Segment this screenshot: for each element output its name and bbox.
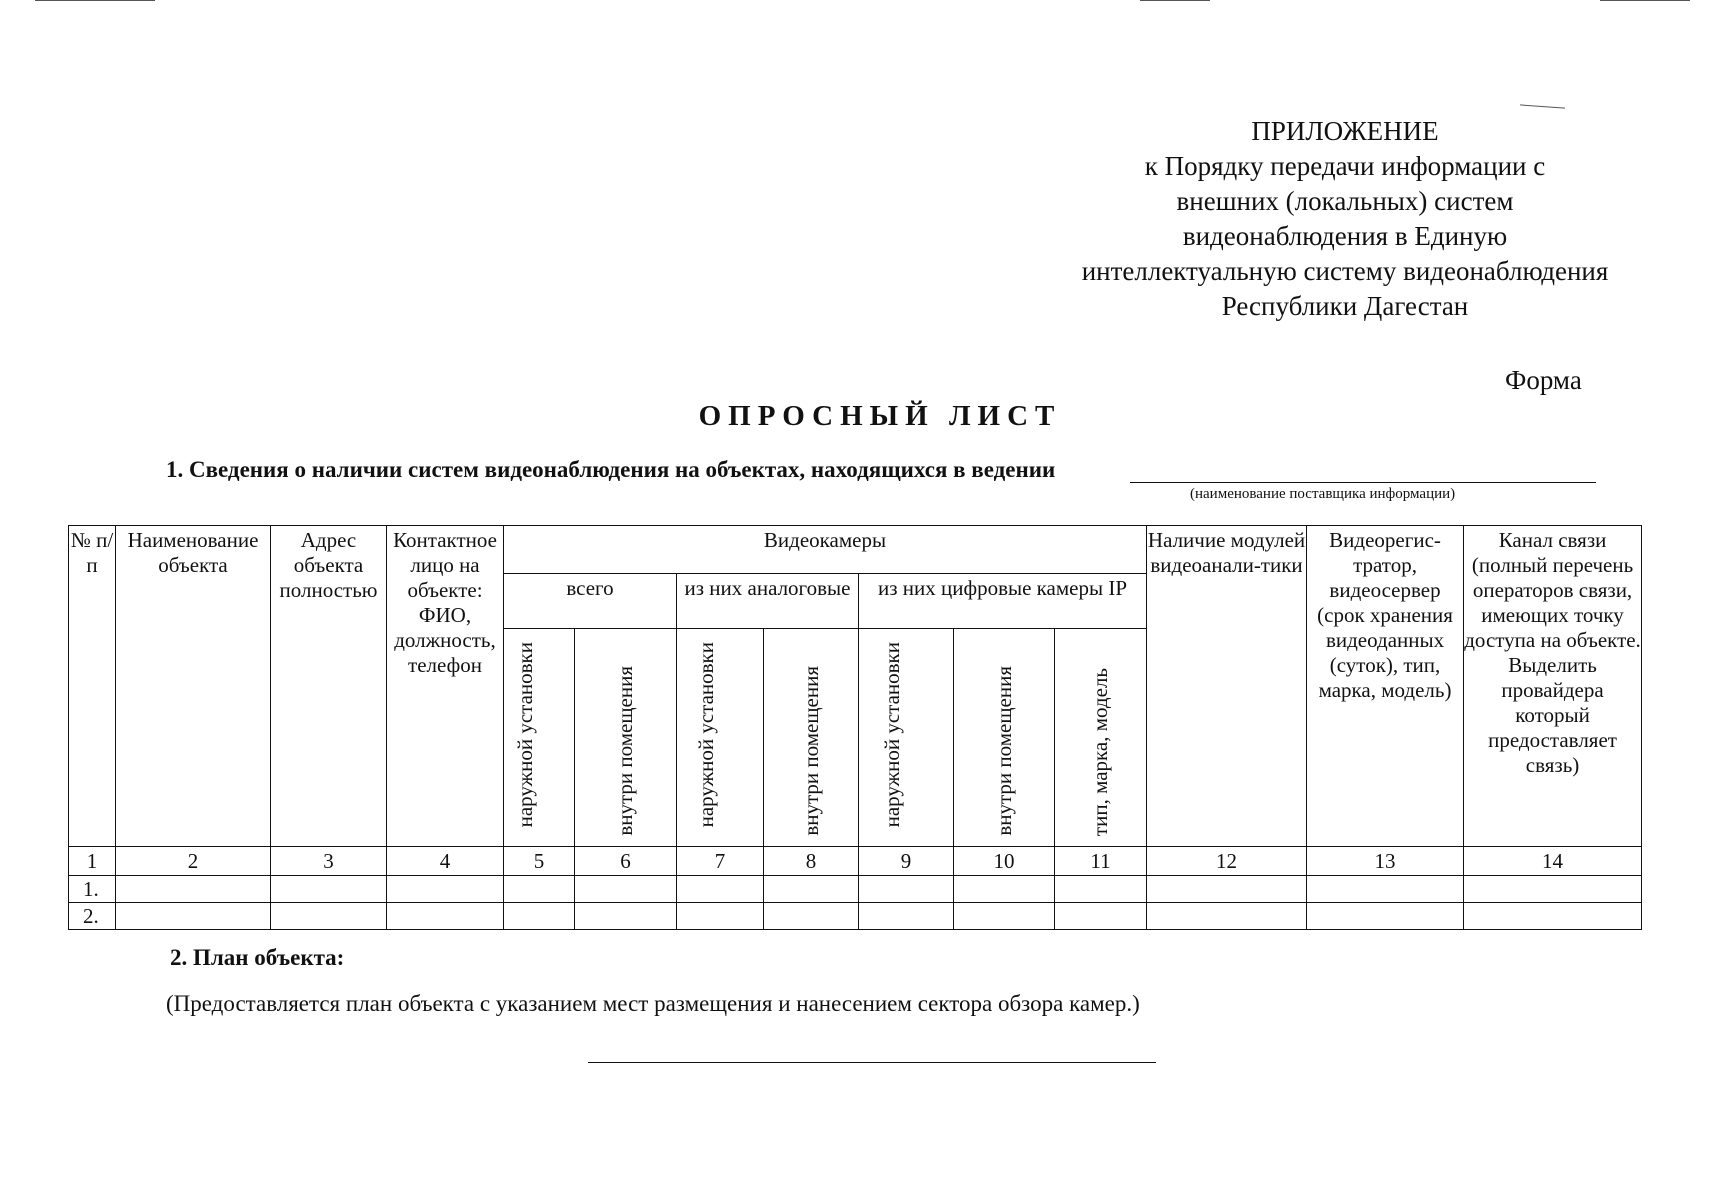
table-cell[interactable] <box>116 876 271 903</box>
column-number: 1 <box>69 847 116 876</box>
appendix-line: интеллектуальную систему видеонаблюдения <box>1081 256 1609 286</box>
row-number: 1. <box>69 876 116 903</box>
subheader-indoor: внутри помещения <box>991 666 1016 836</box>
col-header-cameras: Видеокамеры <box>504 526 1147 574</box>
table-cell[interactable] <box>271 876 387 903</box>
section1-heading: 1. Сведения о наличии систем видеонаблюдения на объектах, находящихся в ведении <box>166 457 1056 482</box>
table-cell[interactable] <box>1307 903 1464 930</box>
table-cell[interactable] <box>677 876 764 903</box>
section2-heading: 2. План объекта: <box>170 945 345 970</box>
scan-mark <box>35 0 155 1</box>
scan-mark <box>1600 0 1690 1</box>
table-cell[interactable] <box>954 903 1055 930</box>
table-cell[interactable] <box>1147 876 1307 903</box>
table-cell[interactable] <box>575 903 677 930</box>
subheader-cell <box>677 629 764 847</box>
group-header-analog: из них аналоговые <box>677 574 859 629</box>
subheader-outdoor: наружной установки <box>694 641 718 828</box>
subheader-cell <box>954 629 1055 847</box>
table-row <box>69 876 1642 903</box>
table-cell[interactable] <box>1307 876 1464 903</box>
table-cell[interactable] <box>387 876 504 903</box>
section2-note: (Предоставляется план объекта с указанием мест размещения и нанесением сектора обзора камер.) <box>166 991 1140 1016</box>
column-number: 4 <box>387 847 504 876</box>
appendix-line: Республики Дагестан <box>1221 291 1469 321</box>
table-cell[interactable] <box>504 876 575 903</box>
column-number: 8 <box>764 847 859 876</box>
table-cell[interactable] <box>1055 903 1147 930</box>
table-cell[interactable] <box>504 903 575 930</box>
provider-name-hint: (наименование поставщика информации) <box>1190 486 1456 502</box>
row-number: 2. <box>69 903 116 930</box>
column-number: 10 <box>954 847 1055 876</box>
appendix-line: ПРИЛОЖЕНИЕ <box>1251 116 1439 146</box>
column-number: 14 <box>1464 847 1642 876</box>
column-number: 5 <box>504 847 575 876</box>
subheader-indoor: внутри помещения <box>798 666 823 836</box>
table-cell[interactable] <box>1464 876 1642 903</box>
table-cell[interactable] <box>1147 903 1307 930</box>
group-header-ip: из них цифровые камеры IP <box>859 574 1147 629</box>
appendix-line: видеонаблюдения в Единую <box>1182 221 1508 251</box>
document-title: ОПРОСНЫЙ ЛИСТ <box>698 400 1062 432</box>
subheader-indoor: внутри помещения <box>613 666 637 836</box>
table-cell[interactable] <box>575 876 677 903</box>
table-cell[interactable] <box>954 876 1055 903</box>
column-number: 6 <box>575 847 677 876</box>
subheader-cell <box>1055 629 1147 847</box>
table-cell[interactable] <box>764 903 859 930</box>
column-number: 11 <box>1055 847 1147 876</box>
column-number: 7 <box>677 847 764 876</box>
table-cell[interactable] <box>1464 903 1642 930</box>
column-number: 9 <box>859 847 954 876</box>
appendix-line: внешних (локальных) систем <box>1176 186 1514 216</box>
table-cell[interactable] <box>271 903 387 930</box>
appendix-block <box>1040 114 1650 324</box>
subheader-cell <box>575 629 677 847</box>
scan-mark <box>1520 104 1565 108</box>
group-header-total: всего <box>504 574 677 629</box>
table-cell[interactable] <box>859 876 954 903</box>
table-cell[interactable] <box>859 903 954 930</box>
column-number: 12 <box>1147 847 1307 876</box>
column-number: 13 <box>1307 847 1464 876</box>
column-number: 2 <box>116 847 271 876</box>
subheader-cell <box>859 629 954 847</box>
scan-mark <box>1140 0 1210 1</box>
table-row <box>69 903 1642 930</box>
subheader-outdoor: наружной установки <box>513 641 537 828</box>
subheader-cell <box>764 629 859 847</box>
subheader-type-model: тип, марка, модель <box>1088 667 1113 836</box>
col-header-address: Адрес объекта полностью <box>271 526 387 847</box>
closing-line <box>588 1062 1156 1063</box>
subheader-cell <box>504 629 575 847</box>
subheader-outdoor: наружной установки <box>880 641 904 828</box>
table-cell[interactable] <box>387 903 504 930</box>
col-header-recorder: Видеорегис-тратор, видеосервер (срок хранения видеоданных (суток), тип, марка, модель) <box>1307 526 1464 847</box>
survey-table <box>68 525 1642 930</box>
table-cell[interactable] <box>116 903 271 930</box>
form-label: Форма <box>1505 365 1582 395</box>
provider-name-field[interactable] <box>1130 482 1596 483</box>
appendix-line: к Порядку передачи информации с <box>1144 151 1546 181</box>
col-header-channel: Канал связи (полный перечень операторов связи, имеющих точку доступа на объекте. Выделить провайдера который предоставляет связь) <box>1464 526 1642 847</box>
table-cell[interactable] <box>764 876 859 903</box>
column-number: 3 <box>271 847 387 876</box>
col-header-analytics: Наличие модулей видеоанали-тики <box>1147 526 1307 847</box>
table-cell[interactable] <box>677 903 764 930</box>
col-header-contact: Контактное лицо на объекте: ФИО, должность, телефон <box>387 526 504 847</box>
col-header-object-name: Наименование объекта <box>116 526 271 847</box>
table-cell[interactable] <box>1055 876 1147 903</box>
col-header-number: № п/п <box>69 526 116 847</box>
